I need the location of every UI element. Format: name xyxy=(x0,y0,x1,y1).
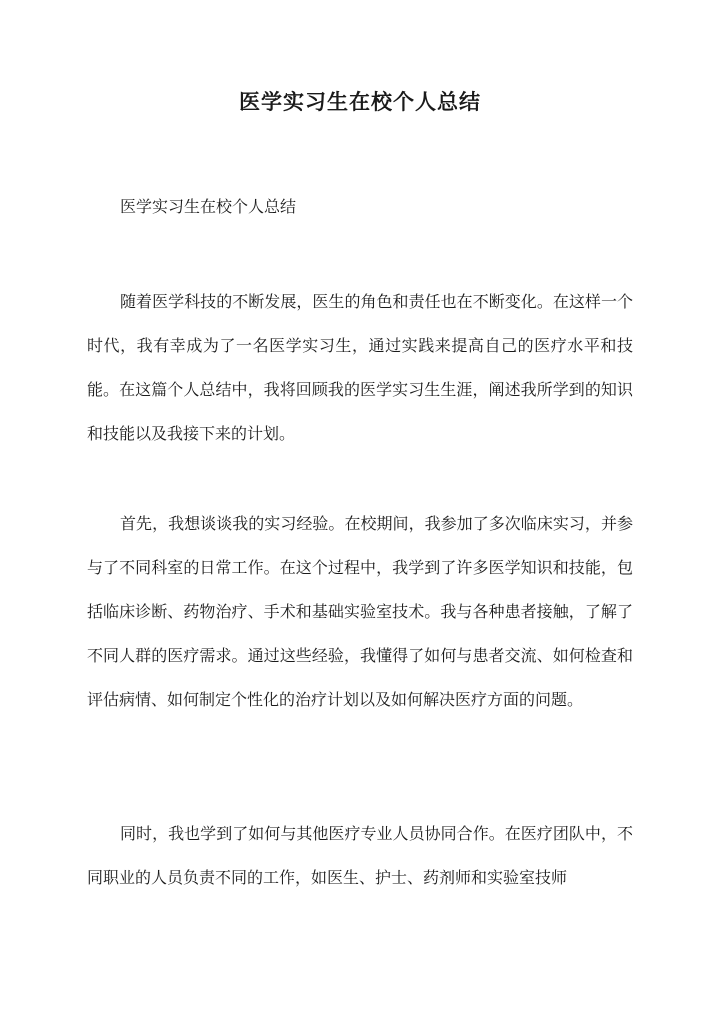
paragraph-intro: 随着医学科技的不断发展，医生的角色和责任也在不断变化。在这样一个时代，我有幸成为了一名医学实习生，通过实践来提高自己的医疗水平和技能。在这篇个人总结中，我将回顾我的医学实习生生涯，阐述我所学到的知识和技能以及我接下来的计划。 xyxy=(87,292,633,443)
document-subtitle: 医学实习生在校个人总结 xyxy=(120,197,297,216)
page-title: 医学实习生在校个人总结 xyxy=(239,89,481,114)
paragraph-experience: 首先，我想谈谈我的实习经验。在校期间，我参加了多次临床实习，并参与了不同科室的日常工作。在这个过程中，我学到了许多医学知识和技能，包括临床诊断、药物治疗、手术和基础实验室技术。我与各种患者接触，了解了不同人群的医疗需求。通过这些经验，我懂得了如何与患者交流、如何检查和评估病情、如何制定个性化的治疗计划以及如何解决医疗方面的问题。 xyxy=(87,514,633,709)
paragraph-teamwork: 同时，我也学到了如何与其他医疗专业人员协同合作。在医疗团队中，不同职业的人员负责不同的工作，如医生、护士、药剂师和实验室技师 xyxy=(87,824,633,887)
